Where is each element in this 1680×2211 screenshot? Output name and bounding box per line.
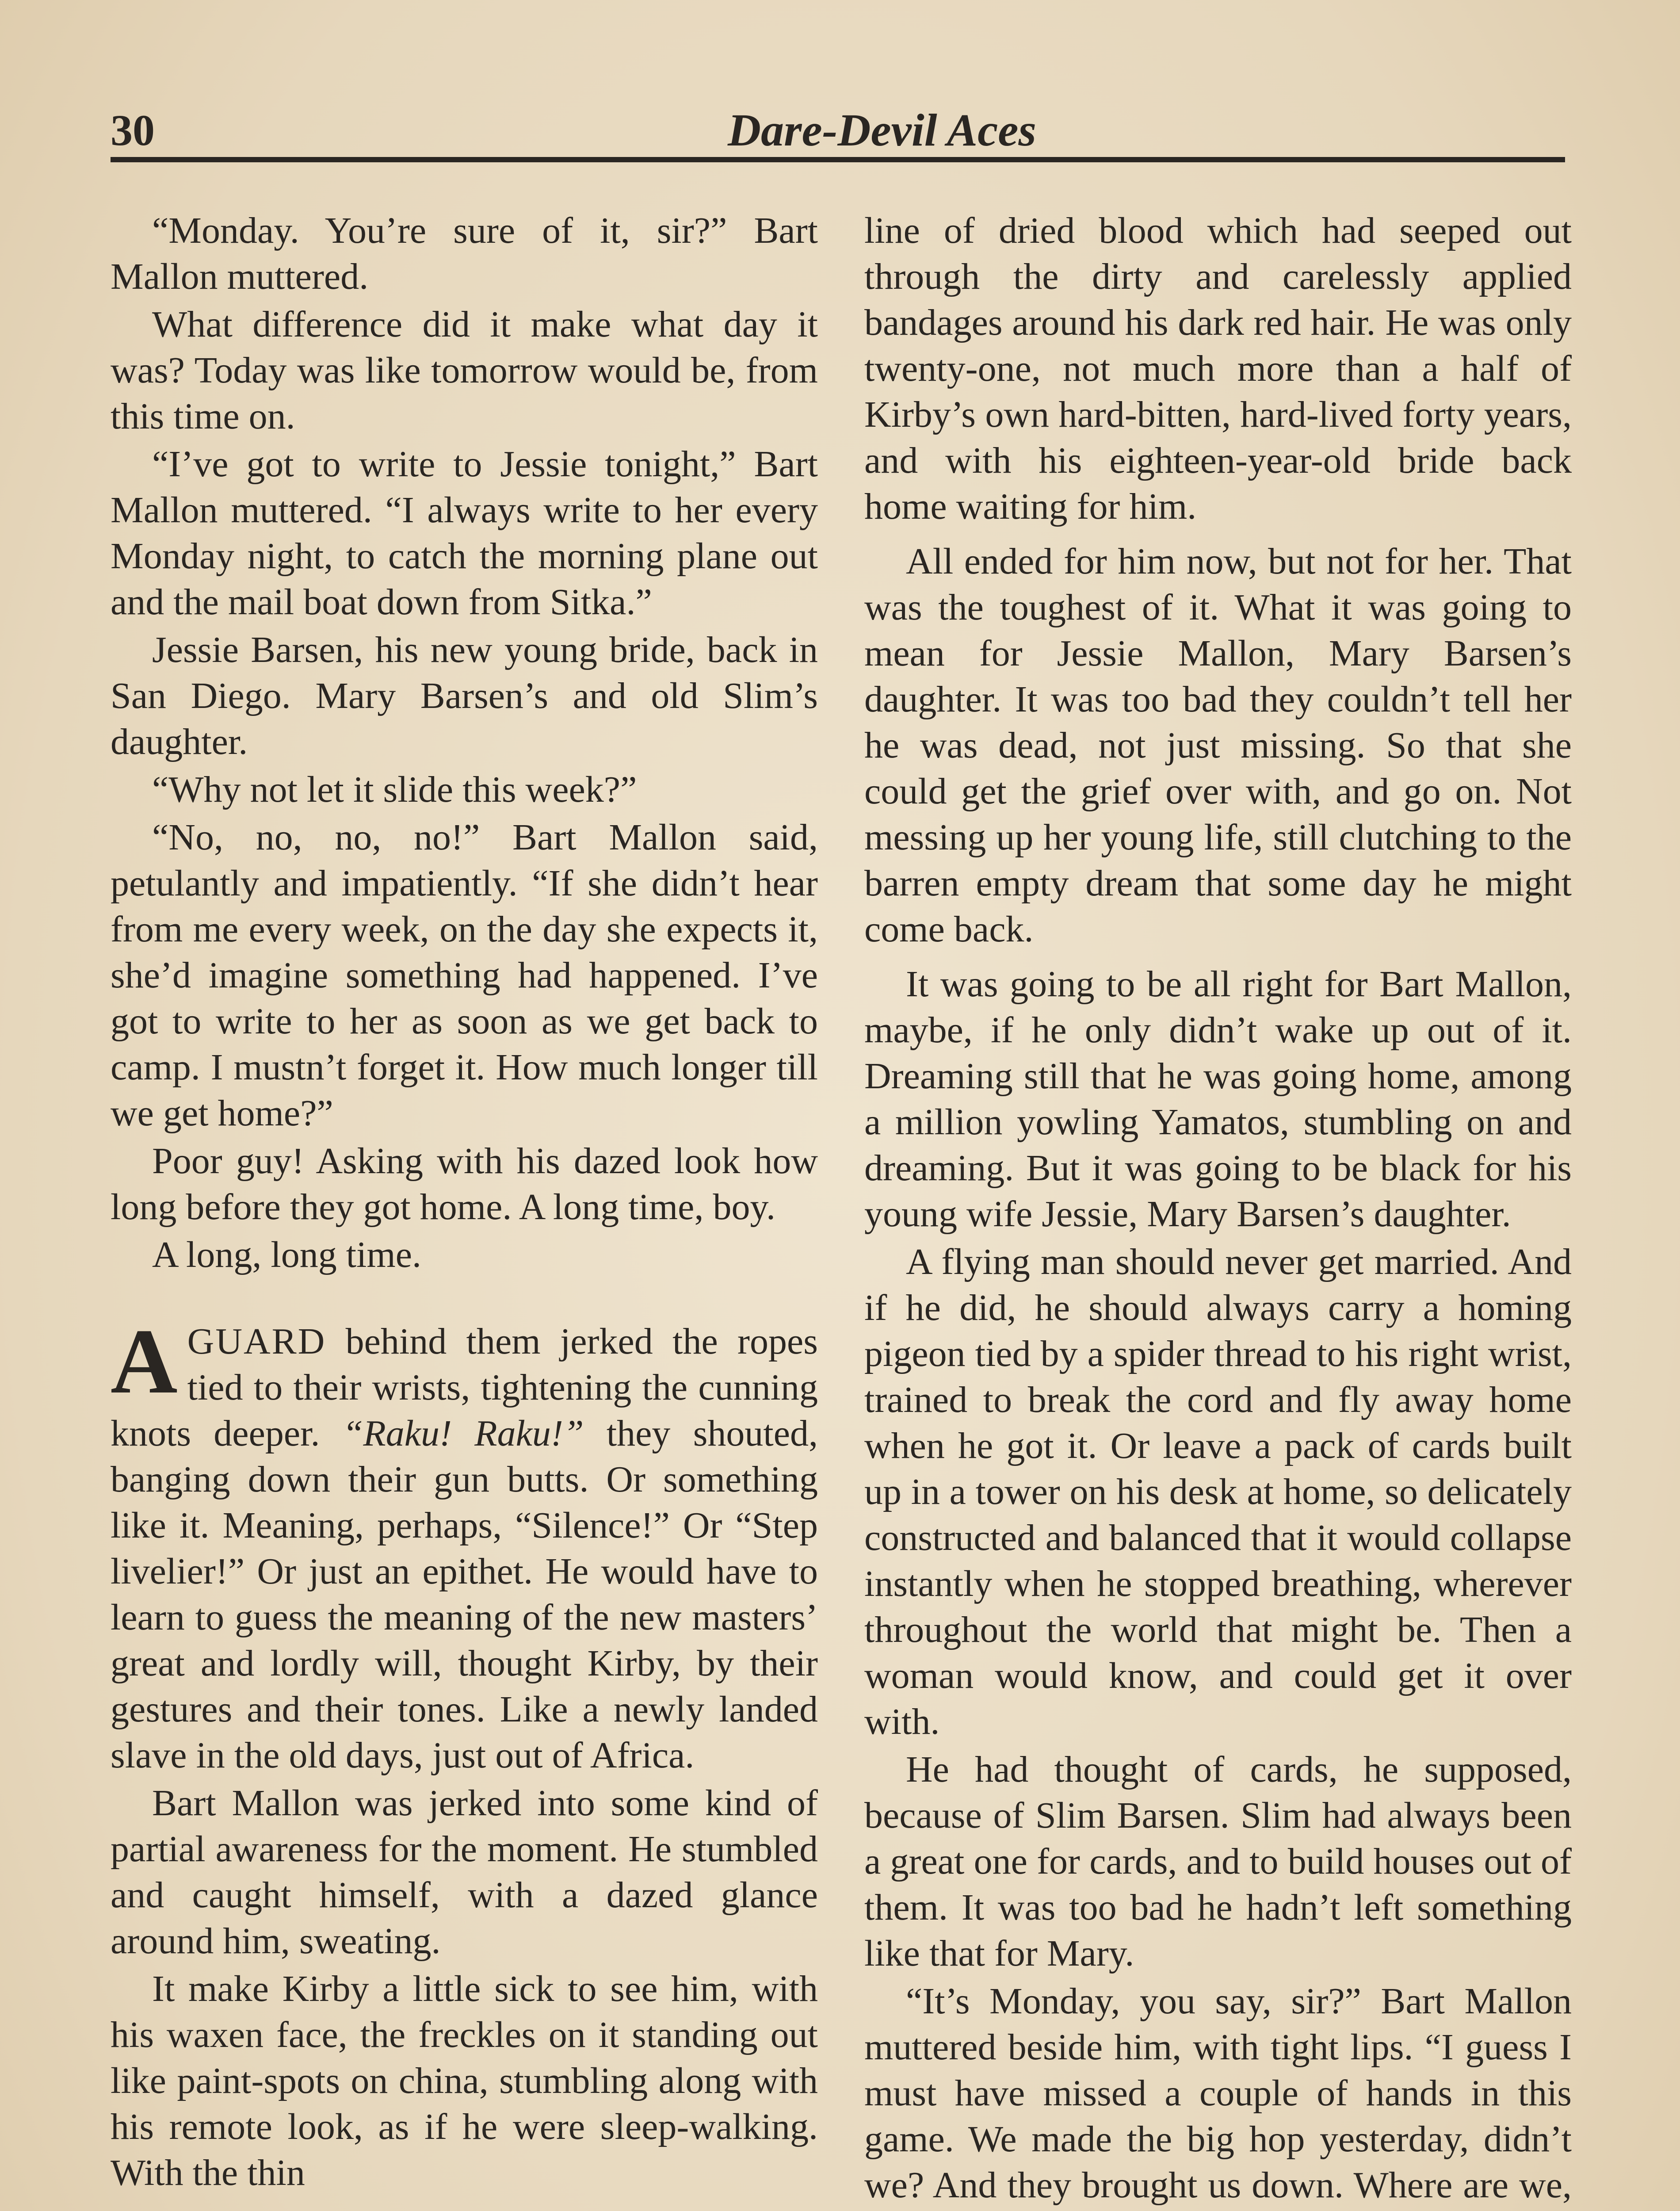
drop-cap: A [111, 1310, 178, 1413]
paragraph: A long, long time. [152, 1234, 421, 1275]
right-column [864, 208, 1572, 2211]
running-title: Dare-Devil Aces [728, 105, 1036, 156]
page-number: 30 [111, 106, 155, 155]
section-opening-paragraph [111, 1310, 818, 1779]
text-run: behind them jerked the ropes tied to their wrists, tightening the cunning knots deeper. [111, 1321, 818, 1454]
paragraph: A flying man should never get married. And if he did, he should always carry a homing pigeon tied by a spider thread to his right wrist, trained to break the cord and fly away home when he got it. Or leave a pack of cards built up in a tower on his desk at home, so delicately constructed and balanced that it would collapse instantly when he stopped breathing, wherever throughout the world that might be. Then a woman would know, and could get it over with. [864, 1241, 1572, 1742]
paragraph: “I’ve got to write to Jessie tonight,” Bart Mallon muttered. “I always write to her every Monday night, to catch the morning plane out and the mail boat down from Sitka.” [111, 444, 818, 623]
paragraph-continued: line of dried blood which had seeped out through the dirty and carelessly applied bandages around his dark red hair. He was only twenty-one, not much more than a half of Kirby’s own hard-bitten, hard-lived forty years, and with his eighteen-year-old bride back home waiting for him. [864, 210, 1572, 527]
paragraph: He had thought of cards, he supposed, because of Slim Barsen. Slim had always been a great one for cards, and to build houses out of them. It was too bad he hadn’t left something like that for Mary. [864, 1749, 1572, 1974]
left-column [111, 208, 818, 2198]
paragraph: It was going to be all right for Bart Mallon, maybe, if he only didn’t wake up out of it. Dreaming still that he was going home, among a million yowling Yamatos, stumbling on and dreaming. But it was going to be black for his young wife Jessie, Mary Barsen’s daughter. [864, 964, 1572, 1235]
paragraph: Poor guy! Asking with his dazed look how long before they got home. A long time, boy. [111, 1140, 818, 1228]
paragraph: “Monday. You’re sure of it, sir?” Bart Mallon muttered. [111, 210, 818, 297]
paragraph: Bart Mallon was jerked into some kind of partial awareness for the moment. He stumbled and caught himself, with a dazed glance around him, sweating. [111, 1783, 818, 1962]
paragraph: “No, no, no, no!” Bart Mallon said, petulantly and impatiently. “If she didn’t hear from me every week, on the day she expects it, she’d imagine something had happened. I’ve got to write to her as soon as we get back to camp. I mustn’t forget it. How much longer till we get home?” [111, 817, 818, 1134]
opening-caps: GUARD [187, 1321, 326, 1362]
paragraph: It make Kirby a little sick to see him, with his waxen face, the freckles on it standing out like paint-spots on china, stumbling along with his remote look, as if he were sleep-walking. With the thin [111, 1968, 818, 2193]
paragraph: What difference did it make what day it was? Today was like tomorrow would be, from this time on. [111, 304, 818, 437]
paragraph: “Why not let it slide this week?” [152, 769, 637, 810]
text-run: they shouted, banging down their gun butts. Or something like it. Meaning, perhaps, “Silence!” Or “Step livelier!” Or just an epithet. He would have to learn to guess the meaning of the new masters’ great and lordly will, thought Kirby, by their gestures and their tones. Like a newly landed slave in the old days, just out of Africa. [111, 1413, 818, 1776]
page-header [111, 104, 1565, 162]
paragraph: “It’s Monday, you say, sir?” Bart Mallon muttered beside him, with tight lips. “I guess I must have missed a couple of hands in this game. We made the big hop yesterday, didn’t we? And they brought us down. Where are we, [864, 1981, 1572, 2206]
paragraph: Jessie Barsen, his new young bride, back in San Diego. Mary Barsen’s and old Slim’s daughter. [111, 629, 818, 762]
paragraph: All ended for him now, but not for her. That was the toughest of it. What it was going to mean for Jessie Mallon, Mary Barsen’s daughter. It was too bad they couldn’t tell her he was dead, not just missing. So that she could get the grief over with, and go on. Not messing up her young life, still clutching to the barren empty dream that some day he might come back. [864, 541, 1572, 950]
italic-quote: “Raku! Raku!” [342, 1413, 584, 1454]
